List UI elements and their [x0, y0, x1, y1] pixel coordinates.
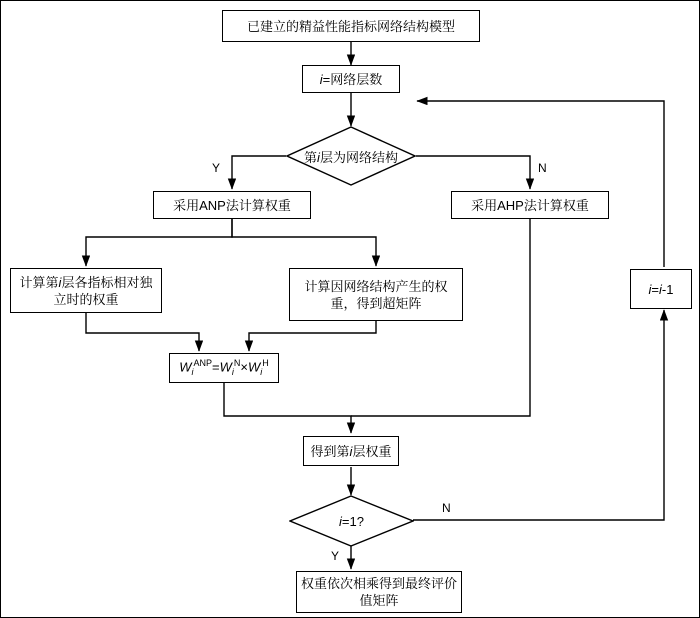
model-title-box [222, 10, 480, 42]
final-matrix-text: 权重依次相乘得到最终评价值矩阵 [301, 576, 458, 608]
decrement-text: i=i-1 [648, 281, 674, 297]
ahp-method-text: 采用AHP法计算权重 [471, 197, 589, 213]
layer-weight-box [303, 436, 399, 466]
decision-i-equals-one [289, 495, 414, 547]
decision-i-equals-one-label: i=1? [339, 513, 364, 529]
decrement-box [630, 269, 692, 309]
branch-label-yes-bottom: Y [331, 549, 340, 563]
anp-method-text: 采用ANP法计算权重 [173, 197, 291, 213]
model-title-text: 已建立的精益性能指标网络结构模型 [246, 18, 455, 34]
decision-network-structure-label: 第i层为网络结构 [304, 149, 398, 165]
independent-weight-box [10, 268, 162, 313]
branch-label-no-bottom: N [442, 501, 451, 515]
decision-network-structure [286, 126, 416, 186]
layer-count-box [302, 65, 400, 93]
supermatrix-text: 计算因网络结构产生的权重，得到超矩阵 [304, 278, 448, 311]
ahp-method-box [451, 191, 609, 219]
final-matrix-box [296, 571, 462, 613]
layer-weight-text: 得到第i层权重 [310, 443, 392, 459]
anp-method-box [153, 191, 311, 219]
independent-weight-text: 计算第i层各指标相对独立时的权重 [19, 274, 153, 307]
anp-formula-box [169, 353, 279, 383]
supermatrix-box [289, 268, 463, 321]
anp-formula-text: $W_i^{ANP}=W_i^N\times W_i^H$ [179, 358, 269, 377]
branch-label-no-top: N [538, 161, 547, 175]
branch-label-yes-top: Y [212, 161, 221, 175]
layer-count-text: i=网络层数 [319, 71, 383, 87]
